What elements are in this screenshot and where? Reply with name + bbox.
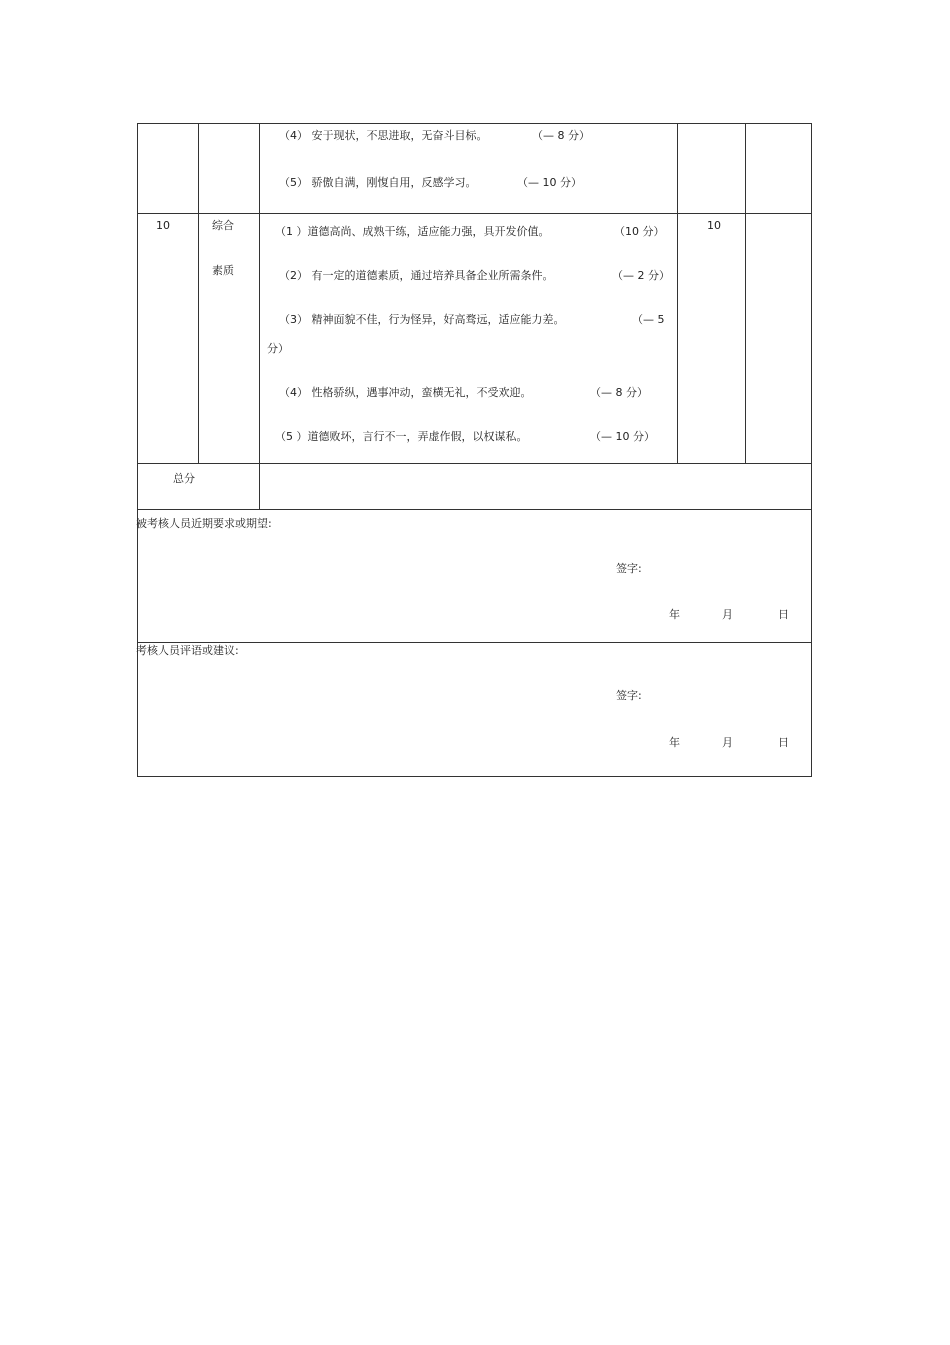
criteria-score: （— 2 分） [612, 269, 670, 282]
row-divider-2 [137, 463, 812, 464]
col-divider-number [198, 123, 199, 464]
reviewer-comments-field[interactable] [140, 660, 600, 765]
criteria-score: （— 8 分） [590, 386, 648, 399]
reviewer-comments-title: 考核人员评语或建议: [136, 644, 239, 657]
col-divider-score [745, 123, 746, 464]
criteria-item: （5） 骄傲自满，刚愎自用，反感学习。 [279, 176, 477, 189]
item-number: 10 [156, 219, 170, 232]
total-score-field[interactable] [261, 465, 810, 508]
criteria-item: （4） 安于现状，不思进取，无奋斗目标。 [279, 129, 488, 142]
category-label-line2: 素质 [212, 264, 234, 277]
date-day-label: 日 [778, 608, 789, 621]
category-label-line1: 综合 [212, 219, 234, 232]
date-month-label: 月 [722, 608, 733, 621]
employee-expectation-field[interactable] [140, 532, 600, 632]
date-year-label: 年 [669, 608, 680, 621]
criteria-score-continued: 分） [267, 342, 289, 355]
criteria-score: （— 5 [632, 313, 665, 326]
row-divider-4 [137, 642, 812, 643]
table-right-border [811, 123, 812, 777]
criteria-item: （1 ）道德高尚、成熟干练，适应能力强，具开发价值。 [275, 225, 550, 238]
criteria-score: （10 分） [614, 225, 665, 238]
criteria-item: （2） 有一定的道德素质，通过培养具备企业所需条件。 [279, 269, 554, 282]
col-divider-category [259, 123, 260, 510]
table-top-border [137, 123, 812, 124]
date-month-label: 月 [722, 736, 733, 749]
table-left-border [137, 123, 138, 777]
max-score: 10 [707, 219, 721, 232]
row-divider-1 [137, 213, 812, 214]
criteria-item: （4） 性格骄纵，遇事冲动，蛮横无礼，不受欢迎。 [279, 386, 532, 399]
criteria-score: （— 10 分） [517, 176, 582, 189]
total-score-label: 总分 [173, 472, 195, 485]
signature-label: 签字: [616, 689, 642, 702]
row-divider-3 [137, 509, 812, 510]
criteria-score: （— 8 分） [532, 129, 590, 142]
table-bottom-border [137, 776, 812, 777]
date-day-label: 日 [778, 736, 789, 749]
signature-label: 签字: [616, 562, 642, 575]
criteria-item: （5 ）道德败坏，言行不一，弄虚作假，以权谋私。 [275, 430, 528, 443]
employee-expectation-title: 被考核人员近期要求或期望: [136, 517, 272, 530]
criteria-score: （— 10 分） [590, 430, 655, 443]
date-year-label: 年 [669, 736, 680, 749]
criteria-item: （3） 精神面貌不佳，行为怪异，好高骛远，适应能力差。 [279, 313, 565, 326]
col-divider-criteria [677, 123, 678, 464]
